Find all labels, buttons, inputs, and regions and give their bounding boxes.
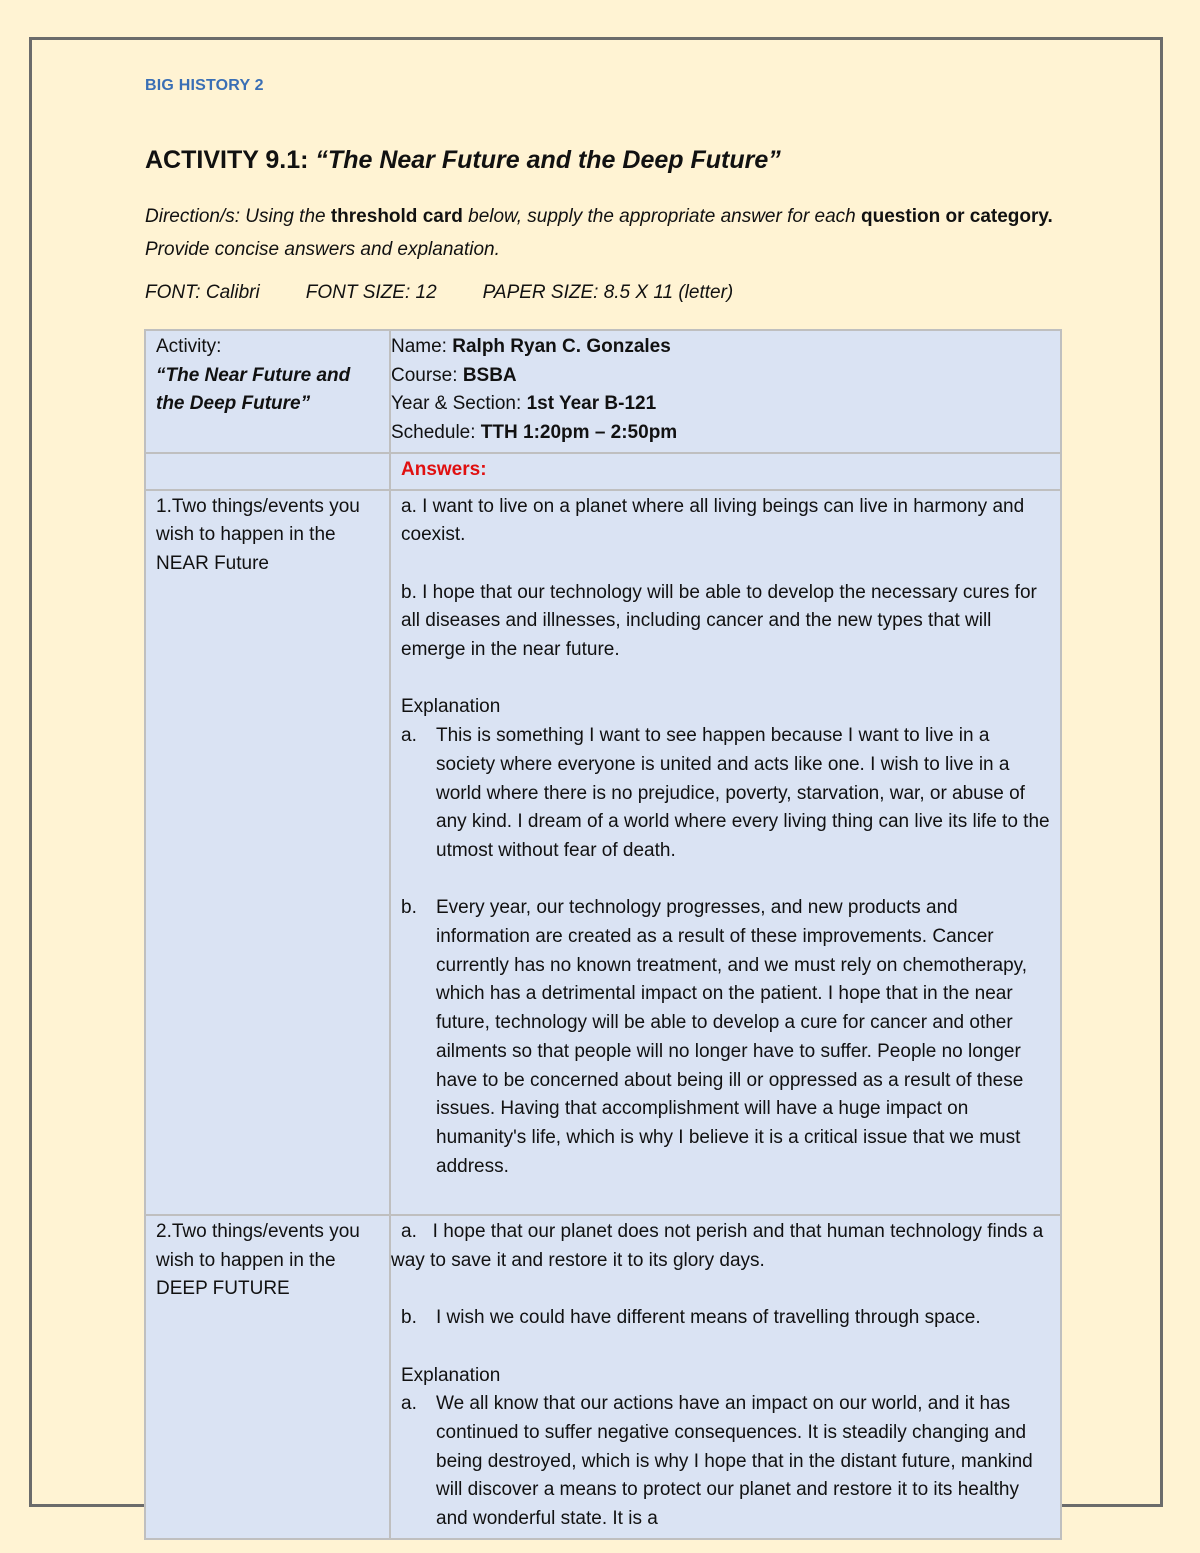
q2-answer-b-text: I wish we could have different means of travelling through space. — [436, 1307, 981, 1329]
q2-exp-a-marker: a. — [401, 1393, 417, 1415]
q1-exp-a-text: This is something I want to see happen because I want to live in a society where everyone is united and acts like one. I wish to live in a world where there is no prejudice, poverty, starvation, war, or abuse of any kind. I dream of a world where every living thing can live its life to the utmost without fear of death. — [436, 725, 1050, 861]
answer-2-cell — [390, 1215, 1061, 1539]
threshold-card — [144, 329, 1062, 1540]
activity-prefix: ACTIVITY 9.1: — [145, 146, 316, 174]
directions — [145, 200, 1065, 266]
format-requirements — [145, 282, 779, 304]
course-header: BIG HISTORY 2 — [145, 77, 264, 94]
activity-title — [145, 146, 781, 175]
schedule-line — [391, 419, 1050, 448]
name-label: Name: — [391, 336, 453, 357]
q1-explanation-a — [401, 722, 1050, 866]
question-1: 1.Two things/events you wish to happen in the NEAR Future — [145, 490, 390, 1216]
font-size-requirement: FONT SIZE: 12 — [305, 282, 437, 303]
font-requirement: FONT: Calibri — [145, 282, 260, 303]
q1-explanation-b — [401, 894, 1050, 1181]
q2-explanation-label: Explanation — [401, 1364, 501, 1386]
directions-bold-2: question or category. — [861, 206, 1053, 227]
card-header-row — [145, 330, 1061, 453]
student-info-cell — [390, 330, 1061, 453]
name-value: Ralph Ryan C. Gonzales — [452, 336, 671, 357]
directions-text-3: Provide concise answers and explanation. — [145, 239, 500, 260]
schedule-value: TTH 1:20pm – 2:50pm — [480, 422, 678, 444]
course-line — [391, 362, 1050, 391]
q1-answer-b: b. I hope that our technology will be able to develop the necessary cures for all diseases and illnesses, including cancer and the new types that will emerge in the near future. — [401, 581, 1037, 661]
activity-title-text: “The Near Future and the Deep Future” — [315, 146, 781, 174]
page — [29, 37, 1163, 1530]
q2-answer-a: a. I hope that our planet does not perish and that human technology finds a way to save it and restore it to its glory days. — [391, 1221, 1049, 1271]
section-value: 1st Year B-121 — [526, 393, 657, 415]
section-line — [391, 390, 1050, 419]
section-label: Year & Section: — [391, 393, 527, 415]
q2-answer-b-marker: b. — [401, 1307, 417, 1329]
question-2-row — [145, 1215, 1061, 1539]
answers-header-row — [145, 453, 1061, 490]
directions-bold-1: threshold card — [330, 206, 463, 227]
answers-header-cell — [390, 453, 1061, 490]
name-line — [391, 333, 1050, 362]
question-1-row — [145, 490, 1061, 1216]
q1-explanation-label: Explanation — [401, 696, 501, 718]
directions-text-1: Direction/s: Using the — [145, 206, 331, 227]
activity-cell — [145, 330, 390, 453]
answer-1-cell — [390, 490, 1061, 1216]
paper-size-requirement: PAPER SIZE: 8.5 X 11 (letter) — [482, 282, 734, 303]
answers-label: Answers: — [401, 458, 487, 480]
directions-text-2: below, supply the appropriate answer for each — [462, 206, 862, 227]
q1-exp-b-marker: b. — [401, 897, 417, 919]
q2-exp-a-text: We all know that our actions have an impact on our world, and it has continued to suffer negative consequences. It is steadily changing and being destroyed, which is why I hope that in the distant future, mankind will discover a means to protect our planet and restore it to its healthy and wonderful state. It is a — [436, 1393, 1033, 1530]
q2-answer-b — [391, 1304, 1050, 1333]
q1-exp-a-marker: a. — [401, 725, 417, 747]
course-label: Course: — [391, 364, 463, 386]
empty-cell — [145, 453, 390, 490]
course-value: BSBA — [462, 364, 517, 386]
q2-explanation-a — [391, 1390, 1050, 1534]
q1-exp-b-text: Every year, our technology progresses, and new products and information are created as a result of these improvements. Cancer currently has no known treatment, and we must rely on chemotherapy, which has a detrimental impact on the patient. I hope that in the near future, technology will be able to develop a cure for cancer and other ailments so that people will no longer have to suffer. People no longer have to be concerned about being ill or oppressed as a result of these issues. Having that accomplishment will have a huge impact on humanity's life, which is why I believe it is a critical issue that we must address. — [436, 897, 1028, 1177]
activity-label: Activity: — [156, 336, 222, 357]
q1-answer-a: a. I want to live on a planet where all living beings can live in harmony and coexist. — [401, 495, 1025, 546]
question-2: 2.Two things/events you wish to happen in the DEEP FUTURE — [145, 1215, 390, 1539]
activity-name: “The Near Future and the Deep Future” — [156, 364, 351, 415]
schedule-label: Schedule: — [391, 422, 481, 444]
